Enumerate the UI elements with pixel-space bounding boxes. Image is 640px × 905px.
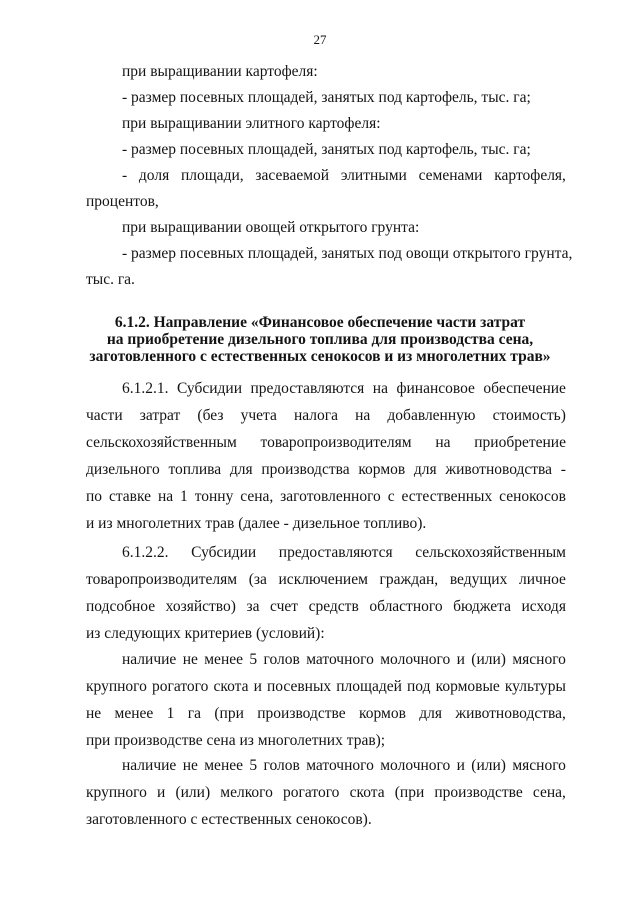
text-line-justified	[122, 650, 566, 670]
word: тонну	[194, 488, 234, 505]
word: заготовленного	[280, 488, 381, 505]
word: кормовые	[435, 678, 500, 695]
word: топлива	[168, 461, 222, 478]
word: молочного	[380, 757, 451, 774]
word: ставке	[108, 488, 152, 505]
word: исходя	[521, 598, 566, 615]
word: бюджета	[453, 598, 511, 615]
word: (за	[248, 571, 267, 588]
word: мелкого	[220, 784, 273, 801]
word: крупного	[86, 784, 147, 801]
word: (или)	[471, 651, 506, 668]
word: мясного	[512, 757, 566, 774]
word: добавленную	[387, 407, 476, 424]
word: по	[86, 488, 103, 505]
text-line: при выращивании овощей открытого грунта:	[122, 219, 420, 236]
word: сельскохозяйственным	[415, 544, 566, 561]
word: -	[560, 461, 566, 478]
text-line: - размер посевных площадей, занятых под овощи открытого грунта,	[122, 245, 573, 262]
word: для	[229, 461, 253, 478]
text-line-justified	[86, 704, 566, 724]
word: менее	[114, 705, 154, 722]
word: и	[456, 757, 465, 774]
word: для	[413, 461, 437, 478]
word: товаропроизводителям	[260, 434, 412, 451]
word: товаропроизводителям	[86, 571, 238, 588]
word: не	[182, 651, 198, 668]
word: на	[157, 488, 174, 505]
word: (или)	[175, 784, 211, 801]
word: 1	[180, 488, 188, 505]
word: 5	[249, 757, 258, 774]
word: с	[387, 488, 395, 505]
word: 1	[166, 705, 175, 722]
word: элитными	[340, 167, 407, 184]
word: областного	[369, 598, 443, 615]
word: посевных	[266, 678, 332, 695]
word: сенокосов	[499, 488, 566, 505]
word: не	[182, 757, 198, 774]
text-line-justified	[122, 543, 566, 563]
word: личное	[519, 571, 566, 588]
word: для	[419, 705, 443, 722]
word: (или)	[471, 757, 506, 774]
word: хозяйство)	[165, 598, 236, 615]
word: площади,	[180, 167, 244, 184]
word: голов	[263, 651, 300, 668]
word: Субсидии	[191, 544, 257, 561]
word: культуры	[504, 678, 566, 695]
word: сельскохозяйственным	[86, 434, 237, 451]
word: -	[122, 167, 128, 184]
word: менее	[204, 757, 243, 774]
word: производстве	[257, 705, 346, 722]
text-line-justified	[86, 406, 566, 426]
word: менее	[204, 651, 243, 668]
word: дизельного	[86, 461, 160, 478]
text-line: - размер посевных площадей, занятых под картофель, тыс. га;	[122, 141, 531, 158]
text-line: при выращивании картофеля:	[122, 63, 318, 80]
text-line-justified	[86, 570, 566, 590]
word: не	[86, 705, 102, 722]
text-line-justified	[86, 460, 566, 480]
word: рогатого	[283, 784, 340, 801]
word: голов	[263, 757, 300, 774]
word: приобретение	[474, 434, 566, 451]
word: животноводства	[445, 461, 553, 478]
text-line-justified	[122, 756, 566, 776]
word: мясного	[512, 651, 566, 668]
word: обеспечение	[483, 380, 566, 397]
word: счет	[270, 598, 299, 615]
word: кормов	[358, 461, 406, 478]
word: маточного	[306, 651, 374, 668]
word: и	[157, 784, 166, 801]
word: на	[372, 380, 388, 397]
word: скота	[213, 678, 249, 695]
word: предоставляются	[278, 544, 393, 561]
word: за	[246, 598, 260, 615]
word: на	[435, 434, 451, 451]
text-line: при производстве сена из многолетних трав);	[86, 732, 386, 749]
word: части	[86, 407, 123, 424]
word: животноводства,	[455, 705, 566, 722]
word: крупного	[86, 678, 147, 695]
text-line: - размер посевных площадей, занятых под картофель, тыс. га;	[122, 89, 531, 106]
word: средств	[308, 598, 359, 615]
word: Субсидии	[176, 380, 243, 397]
word: засеваемой	[255, 167, 330, 184]
word: доля	[138, 167, 170, 184]
word: под	[406, 678, 431, 695]
word: наличие	[122, 757, 177, 774]
word: и	[456, 651, 465, 668]
word: рогатого	[151, 678, 209, 695]
word: и	[253, 678, 262, 695]
text-line-justified	[86, 597, 566, 617]
word: маточного	[306, 757, 374, 774]
word: молочного	[380, 651, 451, 668]
text-line-justified	[86, 433, 566, 453]
text-line: заготовленного с естественных сенокосов).	[86, 811, 372, 828]
word: наличие	[122, 651, 177, 668]
word: сена,	[532, 784, 566, 801]
text-line-justified	[122, 166, 566, 186]
word: граждан,	[379, 571, 439, 588]
section-heading-line: заготовленного с естественных сенокосов и из многолетних трав»	[89, 348, 551, 365]
word: сена,	[240, 488, 274, 505]
word: площадей	[336, 678, 402, 695]
word: подсобное	[86, 598, 156, 615]
text-line-justified	[122, 379, 566, 399]
text-line-justified	[86, 677, 566, 697]
section-heading-line: на приобретение дизельного топлива для производства сена,	[106, 331, 534, 348]
word: производстве	[434, 784, 523, 801]
word: предоставляются	[250, 380, 365, 397]
word: затрат	[139, 407, 181, 424]
text-line: при выращивании элитного картофеля:	[122, 115, 381, 132]
page-number: 27	[313, 32, 327, 47]
word: стоимость)	[492, 407, 566, 424]
word: на	[355, 407, 371, 424]
word: кормов	[359, 705, 406, 722]
word: финансовое	[396, 380, 475, 397]
text-line: из следующих критериев (условий):	[86, 625, 325, 642]
word: (при	[394, 784, 425, 801]
text-line: процентов,	[86, 193, 159, 210]
text-line: тыс. га.	[86, 271, 135, 288]
word: налога	[293, 407, 339, 424]
text-line: и из многолетних трав (далее - дизельное топливо).	[86, 515, 427, 532]
word: скота	[349, 784, 385, 801]
word: картофеля,	[494, 167, 566, 184]
word: 6.1.2.2.	[122, 544, 169, 561]
word: семенами	[418, 167, 483, 184]
word: естественных	[401, 488, 493, 505]
word: производства	[261, 461, 350, 478]
word: 6.1.2.1.	[122, 380, 169, 397]
section-heading-line: 6.1.2. Направление «Финансовое обеспечение части затрат	[114, 314, 526, 331]
word: 5	[249, 651, 258, 668]
word: га	[187, 705, 202, 722]
word: ведущих	[449, 571, 508, 588]
text-line-justified	[86, 487, 566, 507]
word: исключением	[278, 571, 368, 588]
word: учета	[240, 407, 277, 424]
word: (при	[214, 705, 244, 722]
word: (без	[197, 407, 224, 424]
text-line-justified	[86, 783, 566, 803]
